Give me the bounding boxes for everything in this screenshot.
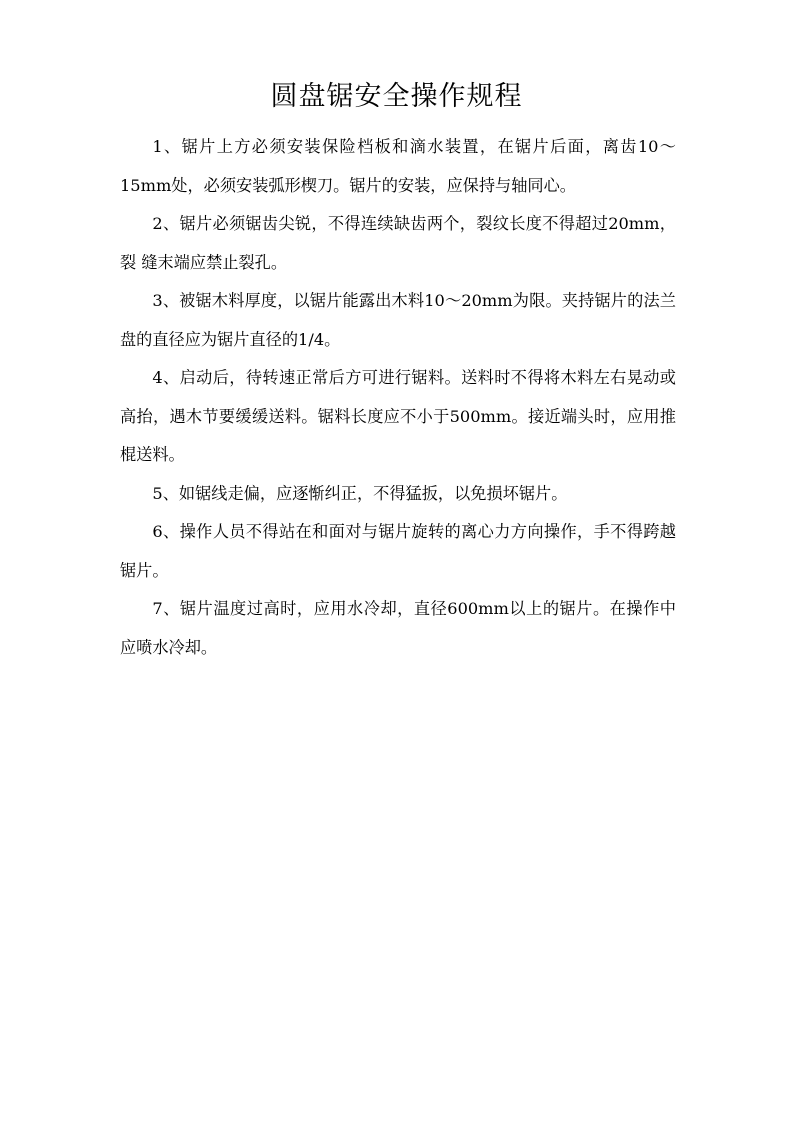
paragraph: 6、操作人员不得站在和面对与锯片旋转的离心力方向操作，手不得跨越锯片。	[120, 522, 676, 580]
paragraph: 7、锯片温度过高时，应用水冷却，直径600mm以上的锯片。在操作中应喷水冷却。	[120, 599, 676, 657]
document-title: 圆盘锯安全操作规程	[270, 81, 523, 112]
document-body	[120, 128, 676, 667]
paragraph: 5、如锯线走偏，应逐惭纠正，不得猛扳，以免损坏锯片。	[152, 483, 568, 503]
paragraph: 3、被锯木料厚度，以锯片能露出木料10〜20mm为限。夹持锯片的法兰盘的直径应为锯片直径的1/4。	[120, 291, 676, 349]
paragraph: 2、锯片必须锯齿尖锐，不得连续缺齿两个，裂纹长度不得超过20mm，裂 缝末端应禁止裂孔。	[120, 214, 676, 272]
paragraph: 1、锯片上方必须安装保险档板和滴水装置，在锯片后面，离齿10〜15mm处，必须安装弧形楔刀。锯片的安装，应保持与轴同心。	[120, 137, 676, 195]
paragraph: 4、启动后，待转速正常后方可进行锯料。送料时不得将木料左右晃动或高抬，遇木节要缓缓送料。锯料长度应不小于500mm。接近端头时，应用推棍送料。	[120, 368, 676, 464]
